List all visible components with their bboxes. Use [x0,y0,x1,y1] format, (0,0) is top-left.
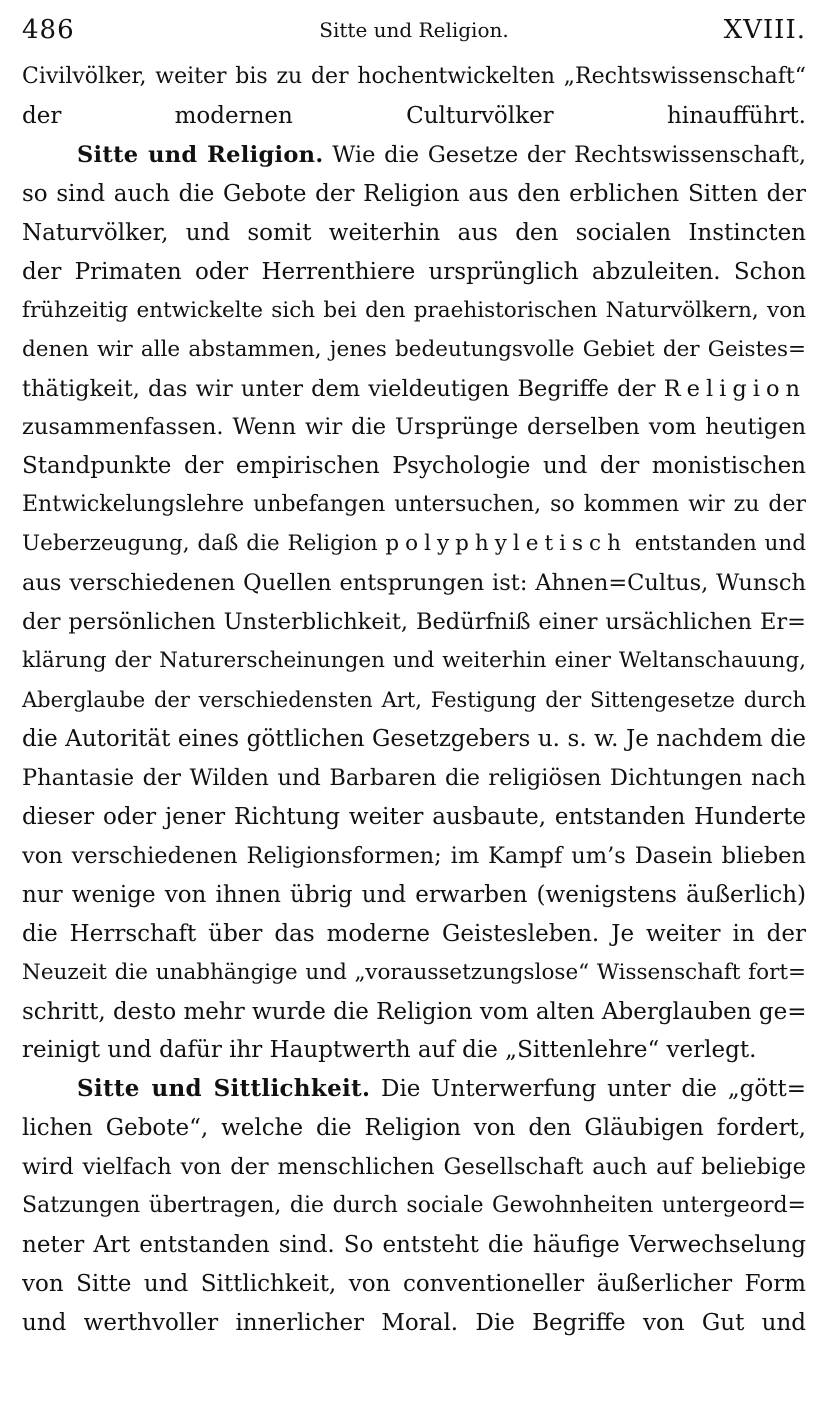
text-line [22,97,806,136]
text-line [22,876,806,915]
line-text: die Herrschaft über das moderne Geistesleben. Je weiter in der [22,920,806,947]
line-text: der Primaten oder Herrenthiere ursprünglich abzuleiten. Schon [22,258,806,285]
page-header [22,10,806,58]
line-text: wird vielfach von der menschlichen Gesellschaft auch auf beliebige [22,1154,806,1181]
emphasized-word: Religion [663,375,806,402]
text-line [22,993,806,1032]
line-text: zusammenfassen. Wenn wir die Ursprünge derselben vom heutigen [22,414,806,441]
text-line [22,136,806,175]
line-text: schritt, desto mehr wurde die Religion vom alten Aberglauben ge= [22,998,806,1025]
text-line [22,486,806,525]
line-text: klärung der Naturerscheinungen und weiterhin einer Weltanschauung, [22,648,806,674]
text-line [22,1187,806,1226]
text-line [22,253,806,292]
line-text: reinigt und dafür ihr Hauptwerth auf die „Sittenlehre“ verlegt. [22,1037,757,1064]
text-line [22,798,806,837]
line-text: Die Unterwerfung unter die „gött= [370,1076,806,1103]
text-line [22,1265,806,1304]
text-line [22,681,806,720]
text-line [22,1226,806,1265]
line-text: Standpunkte der empirischen Psychologie und der monistischen [22,453,806,480]
line-text: aus verschiedenen Quellen entsprungen ist: Ahnen=Cultus, Wunsch [22,570,806,597]
text-line [22,370,806,409]
line-text: denen wir alle abstammen, jenes bedeutungsvolle Gebiet der Geistes= [22,336,806,362]
line-text: Ueberzeugung, daß die Religion [22,531,386,557]
text-line [22,1031,806,1070]
line-text: entstanden und [626,531,806,557]
text-line [22,759,806,798]
text-line [22,58,806,97]
line-text: Satzungen übertragen, die durch sociale Gewohnheiten untergeord= [22,1193,806,1219]
line-text: lichen Gebote“, welche die Religion von den Gläubigen fordert, [22,1115,806,1142]
text-line [22,720,806,759]
line-text: thätigkeit, das wir unter dem vieldeutigen Begriffe der [22,375,664,402]
text-line [22,564,806,603]
text-line [22,1070,806,1109]
text-line [22,447,806,486]
line-text: Phantasie der Wilden und Barbaren die religiösen Dichtungen nach [22,764,806,791]
line-text: Neuzeit die unabhängige und „voraussetzungslose“ Wissenschaft fort= [22,959,806,985]
text-line [22,837,806,876]
line-text: frühzeitig entwickelte sich bei den praehistorischen Naturvölkern, von [22,297,806,323]
page-number: 486 [22,15,75,45]
text-line [22,603,806,642]
text-line [22,214,806,253]
section-heading: Sitte und Religion. [77,141,324,168]
line-text: und werthvoller innerlicher Moral. Die Begriffe von Gut und [22,1310,806,1336]
line-text: die Autorität eines göttlichen Gesetzgebers u. s. w. Je nachdem die [22,725,806,752]
body-text [22,58,806,1343]
section-heading: Sitte und Sittlichkeit. [77,1075,371,1103]
text-line [22,525,806,564]
line-text: nur wenige von ihnen übrig und erwarben (wenigstens äußerlich) [22,881,806,908]
line-text: Aberglaube der verschiedensten Art, Festigung der Sittengesetze durch [22,688,806,712]
line-text: der persönlichen Unsterblichkeit, Bedürfniß einer ursächlichen Er= [22,609,806,636]
line-text: Civilvölker, weiter bis zu der hochentwickelten „Rechtswissenschaft“ [22,64,806,89]
line-text: Entwickelungslehre unbefangen untersuchen, so kommen wir zu der [22,492,806,518]
line-text: Naturvölker, und somit weiterhin aus den socialen Instincten [22,219,806,246]
line-text: neter Art entstanden sind. So entsteht die häufige Verwechselung [22,1232,806,1259]
line-text: dieser oder jener Richtung weiter ausbaute, entstanden Hunderte [22,803,806,830]
line-text: Wie die Gesetze der Rechtswissenschaft, [323,141,806,168]
chapter-number: XVIII. [723,15,806,45]
text-line [22,954,806,993]
text-line [22,292,806,331]
text-line [22,1148,806,1187]
text-line [22,175,806,214]
book-page [22,10,806,1400]
text-line [22,1109,806,1148]
text-line [22,408,806,447]
line-text: von verschiedenen Religionsformen; im Kampf um’s Dasein blieben [22,842,806,869]
line-text: von Sitte und Sittlichkeit, von conventioneller äußerlicher Form [22,1271,806,1298]
text-line [22,915,806,954]
text-line [22,642,806,681]
running-title: Sitte und Religion. [319,18,509,42]
line-text: so sind auch die Gebote der Religion aus den erblichen Sitten der [22,180,806,207]
emphasized-word: polyphyletisch [385,531,627,557]
text-line [22,1304,806,1343]
text-line [22,331,806,370]
line-text: der modernen Culturvölker hinaufführt. [22,102,806,129]
